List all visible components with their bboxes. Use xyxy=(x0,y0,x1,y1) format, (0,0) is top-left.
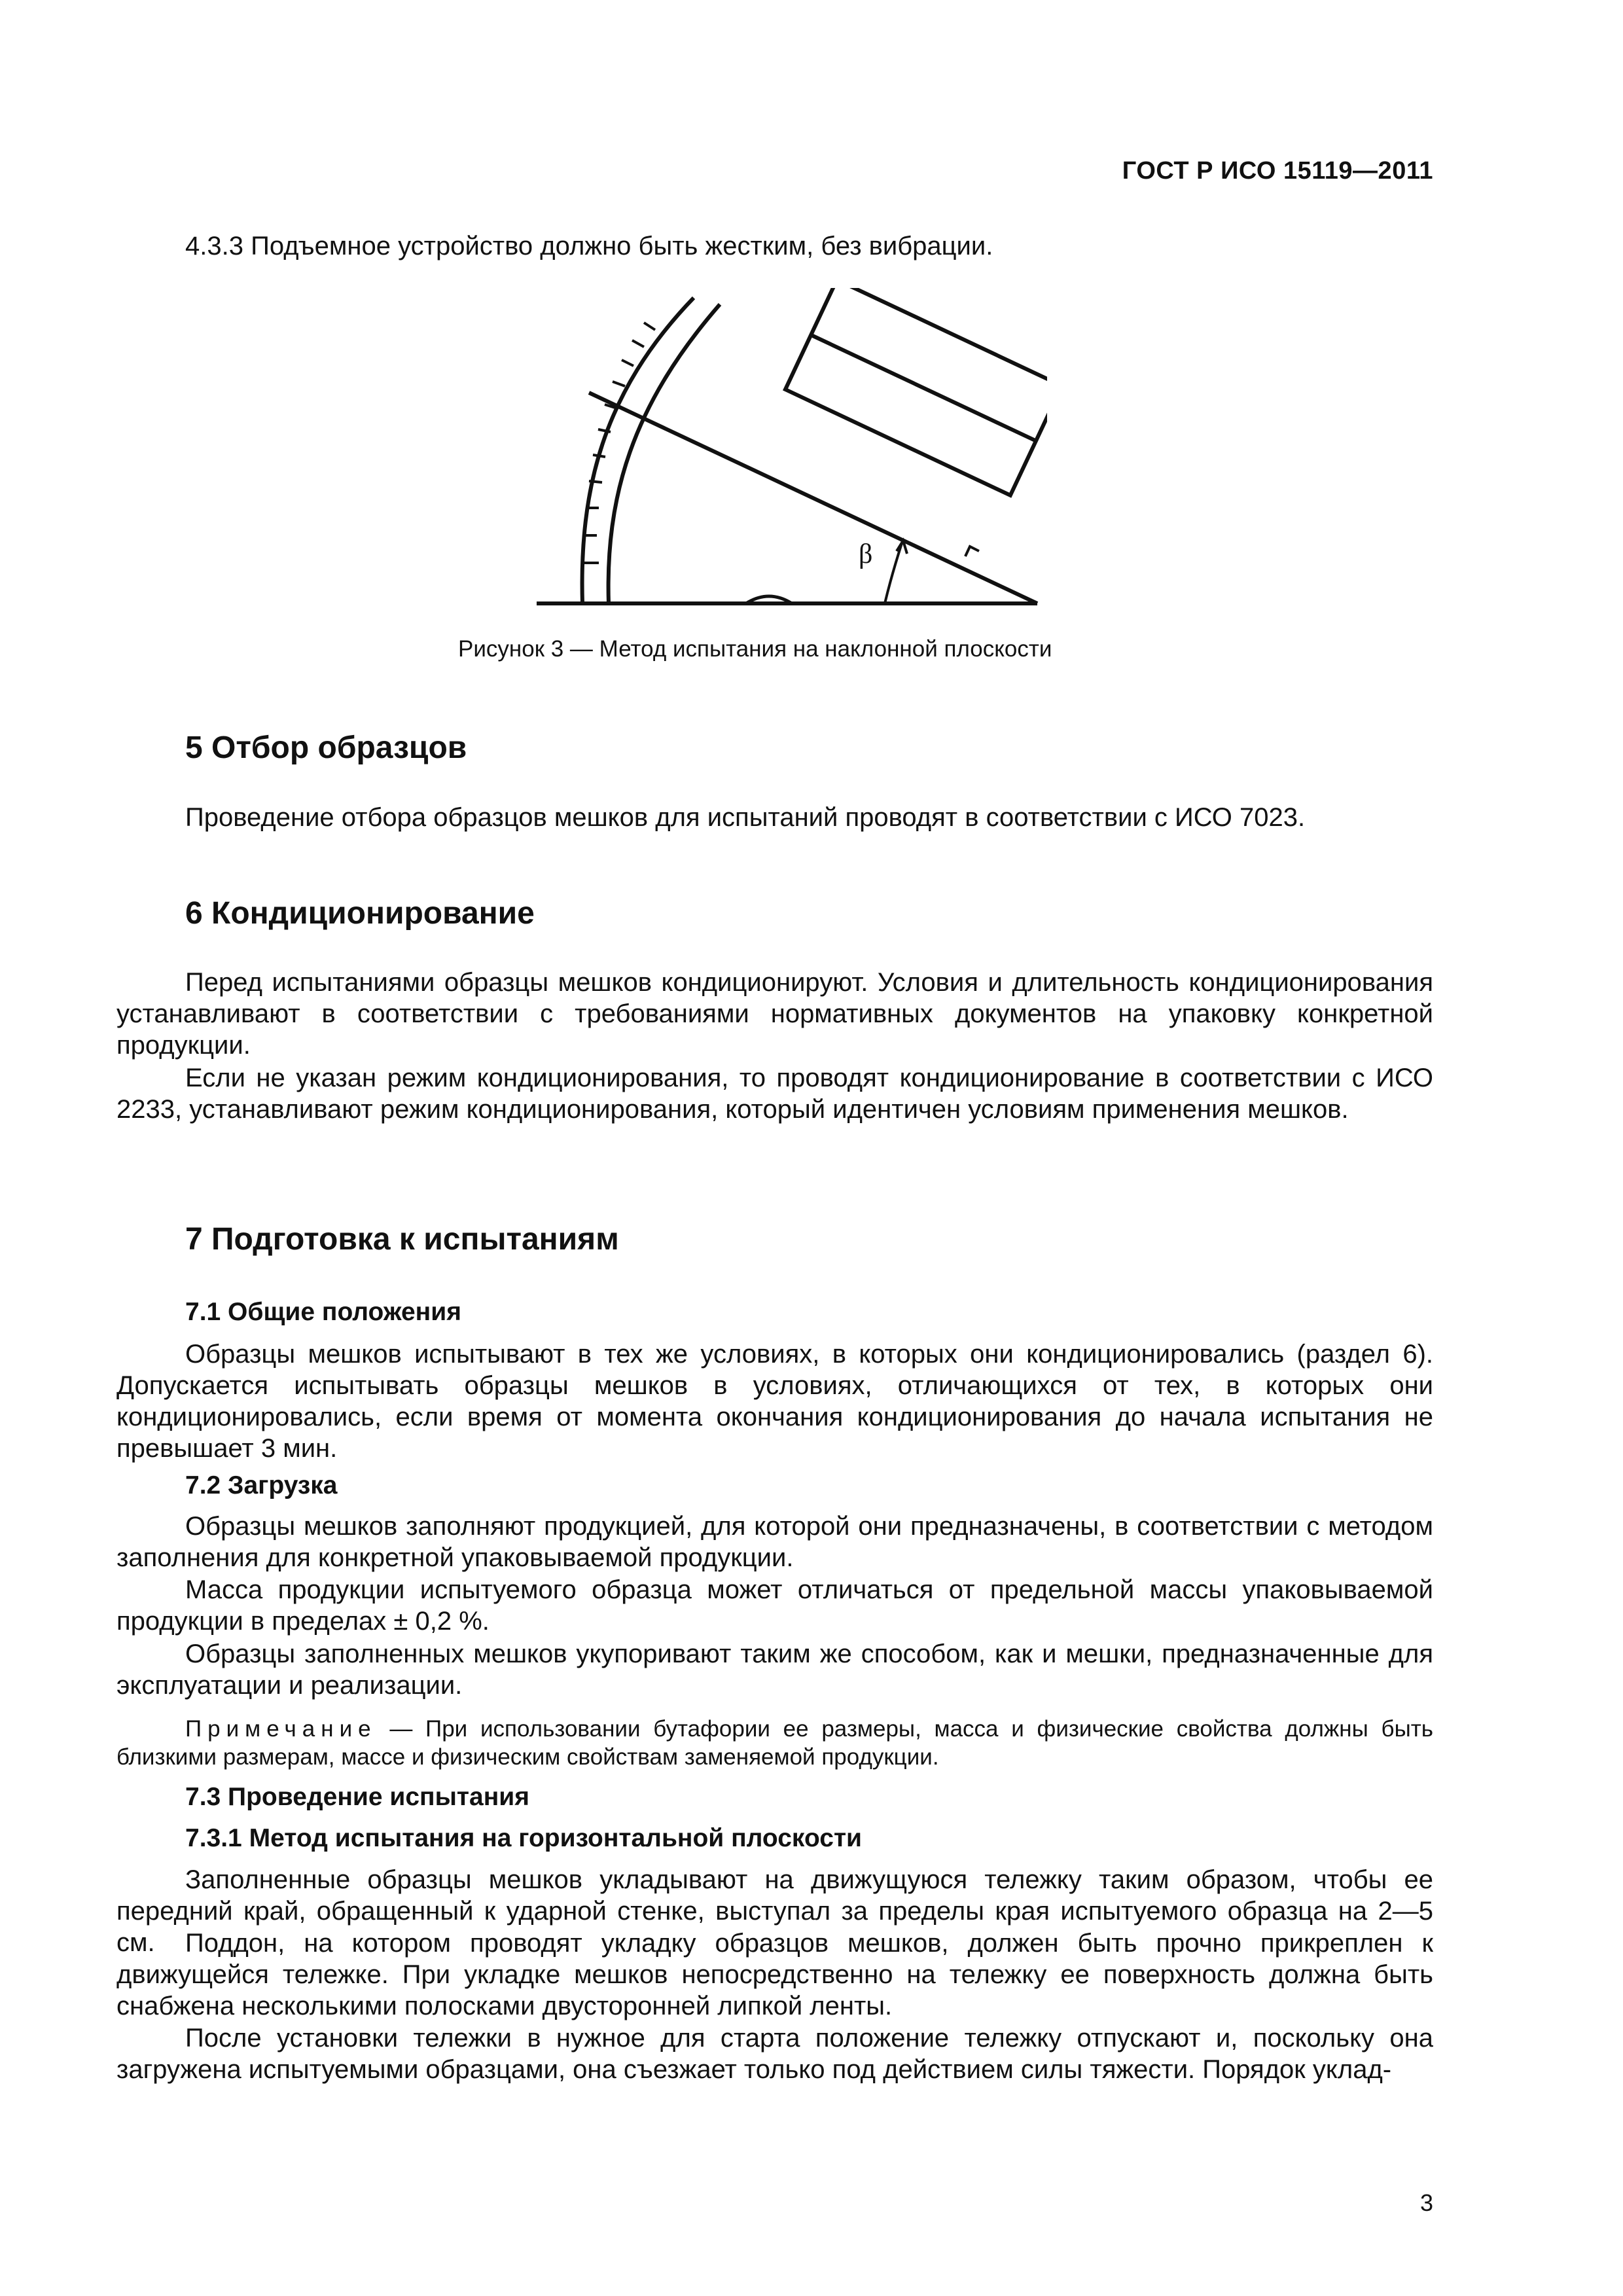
note-label: Примечание xyxy=(185,1716,377,1742)
inclined-plane-figure xyxy=(524,288,1047,609)
beta-arc xyxy=(885,543,902,603)
section-7-2-paragraph-3: Образцы заполненных мешков укупоривают таким же способом, как и мешки, предназначенные для эксплуатации и реализации. xyxy=(116,1640,1433,1700)
section-6-heading: 6 Кондиционирование xyxy=(185,896,535,931)
inclined-plane-line xyxy=(589,393,1037,603)
right-angle-mark xyxy=(965,547,979,556)
section-7-2-paragraph-1: Образцы мешков заполняют продукцией, для которой они предназначены, в соответствии с методом заполнения для конкретной упаковываемой продукции. xyxy=(116,1512,1433,1572)
section-5-heading: 5 Отбор образцов xyxy=(185,730,467,765)
section-7-1-text: Образцы мешков испытывают в тех же условиях, в которых они кондиционировались (раздел 6). Допускается испытывать образцы мешков в условиях, отличающихся от тех, в которых они кондиционировались, если время от момента окончания кондиционирования до начала испытания не превышает 3 мин. xyxy=(116,1340,1433,1463)
section-7-2-heading: 7.2 Загрузка xyxy=(185,1471,338,1499)
scale-arc-inner xyxy=(609,304,720,603)
section-7-2-paragraph-2: Масса продукции испытуемого образца может отличаться от предельной массы упаковываемой продукции в пределах ± 0,2 %. xyxy=(116,1575,1433,1636)
section-7-3-1-paragraph-1: Заполненные образцы мешков укладывают на движущуюся тележку таким образом, чтобы ее передний край, обращенный к ударной стенке, выступал за пределы края испытуемого образца на 2—5 см. xyxy=(116,1865,1433,1957)
page-number: 3 xyxy=(1419,2189,1433,2216)
beta-label: β xyxy=(859,539,873,569)
note xyxy=(116,1715,1433,1771)
note-text: — При использовании бутафории ее размеры, масса и физические свойства должны быть близкими размерам, массе и физическим свойствам заменяемой продукции. xyxy=(116,1716,1433,1770)
section-6-paragraph-1: Перед испытаниями образцы мешков кондиционируют. Условия и длительность кондиционирования устанавливают в соответствии с требованиями нормативных документов на упаковку конкретной продукции. xyxy=(116,968,1433,1060)
section-7-1-heading: 7.1 Общие положения xyxy=(185,1298,461,1326)
section-7-heading: 7 Подготовка к испытаниям xyxy=(185,1222,619,1257)
standard-header: ГОСТ Р ИСО 15119—2011 xyxy=(1122,157,1433,185)
figure-caption: Рисунок 3 — Метод испытания на наклонной плоскости xyxy=(458,636,1052,662)
section-7-3-1-paragraph-2: Поддон, на котором проводят укладку образцов мешков, должен быть прочно прикреплен к движущейся тележке. При укладке мешков непосредственно на тележку ее поверхность должна быть снабжена несколькими полосками двусторонней липкой ленты. xyxy=(116,1929,1433,2020)
section-6-paragraph-2: Если не указан режим кондиционирования, то проводят кондиционирование в соответствии с ИСО 2233, устанавливают режим кондиционирования, который идентичен условиям применения мешков. xyxy=(116,1064,1433,1124)
section-7-3-1-heading: 7.3.1 Метод испытания на горизонтальной плоскости xyxy=(185,1824,863,1852)
section-5-text: Проведение отбора образцов мешков для испытаний проводят в соответствии с ИСО 7023. xyxy=(185,803,1306,832)
sample-box xyxy=(785,288,1047,495)
section-7-3-heading: 7.3 Проведение испытания xyxy=(185,1783,529,1811)
clause-4-3-3: 4.3.3 Подъемное устройство должно быть жестким, без вибрации. xyxy=(185,232,993,260)
section-7-3-1-paragraph-3: После установки тележки в нужное для старта положение тележку отпускают и, поскольку она загружена испытуемыми образцами, она съезжает только под действием силы тяжести. Порядок уклад- xyxy=(116,2024,1433,2084)
